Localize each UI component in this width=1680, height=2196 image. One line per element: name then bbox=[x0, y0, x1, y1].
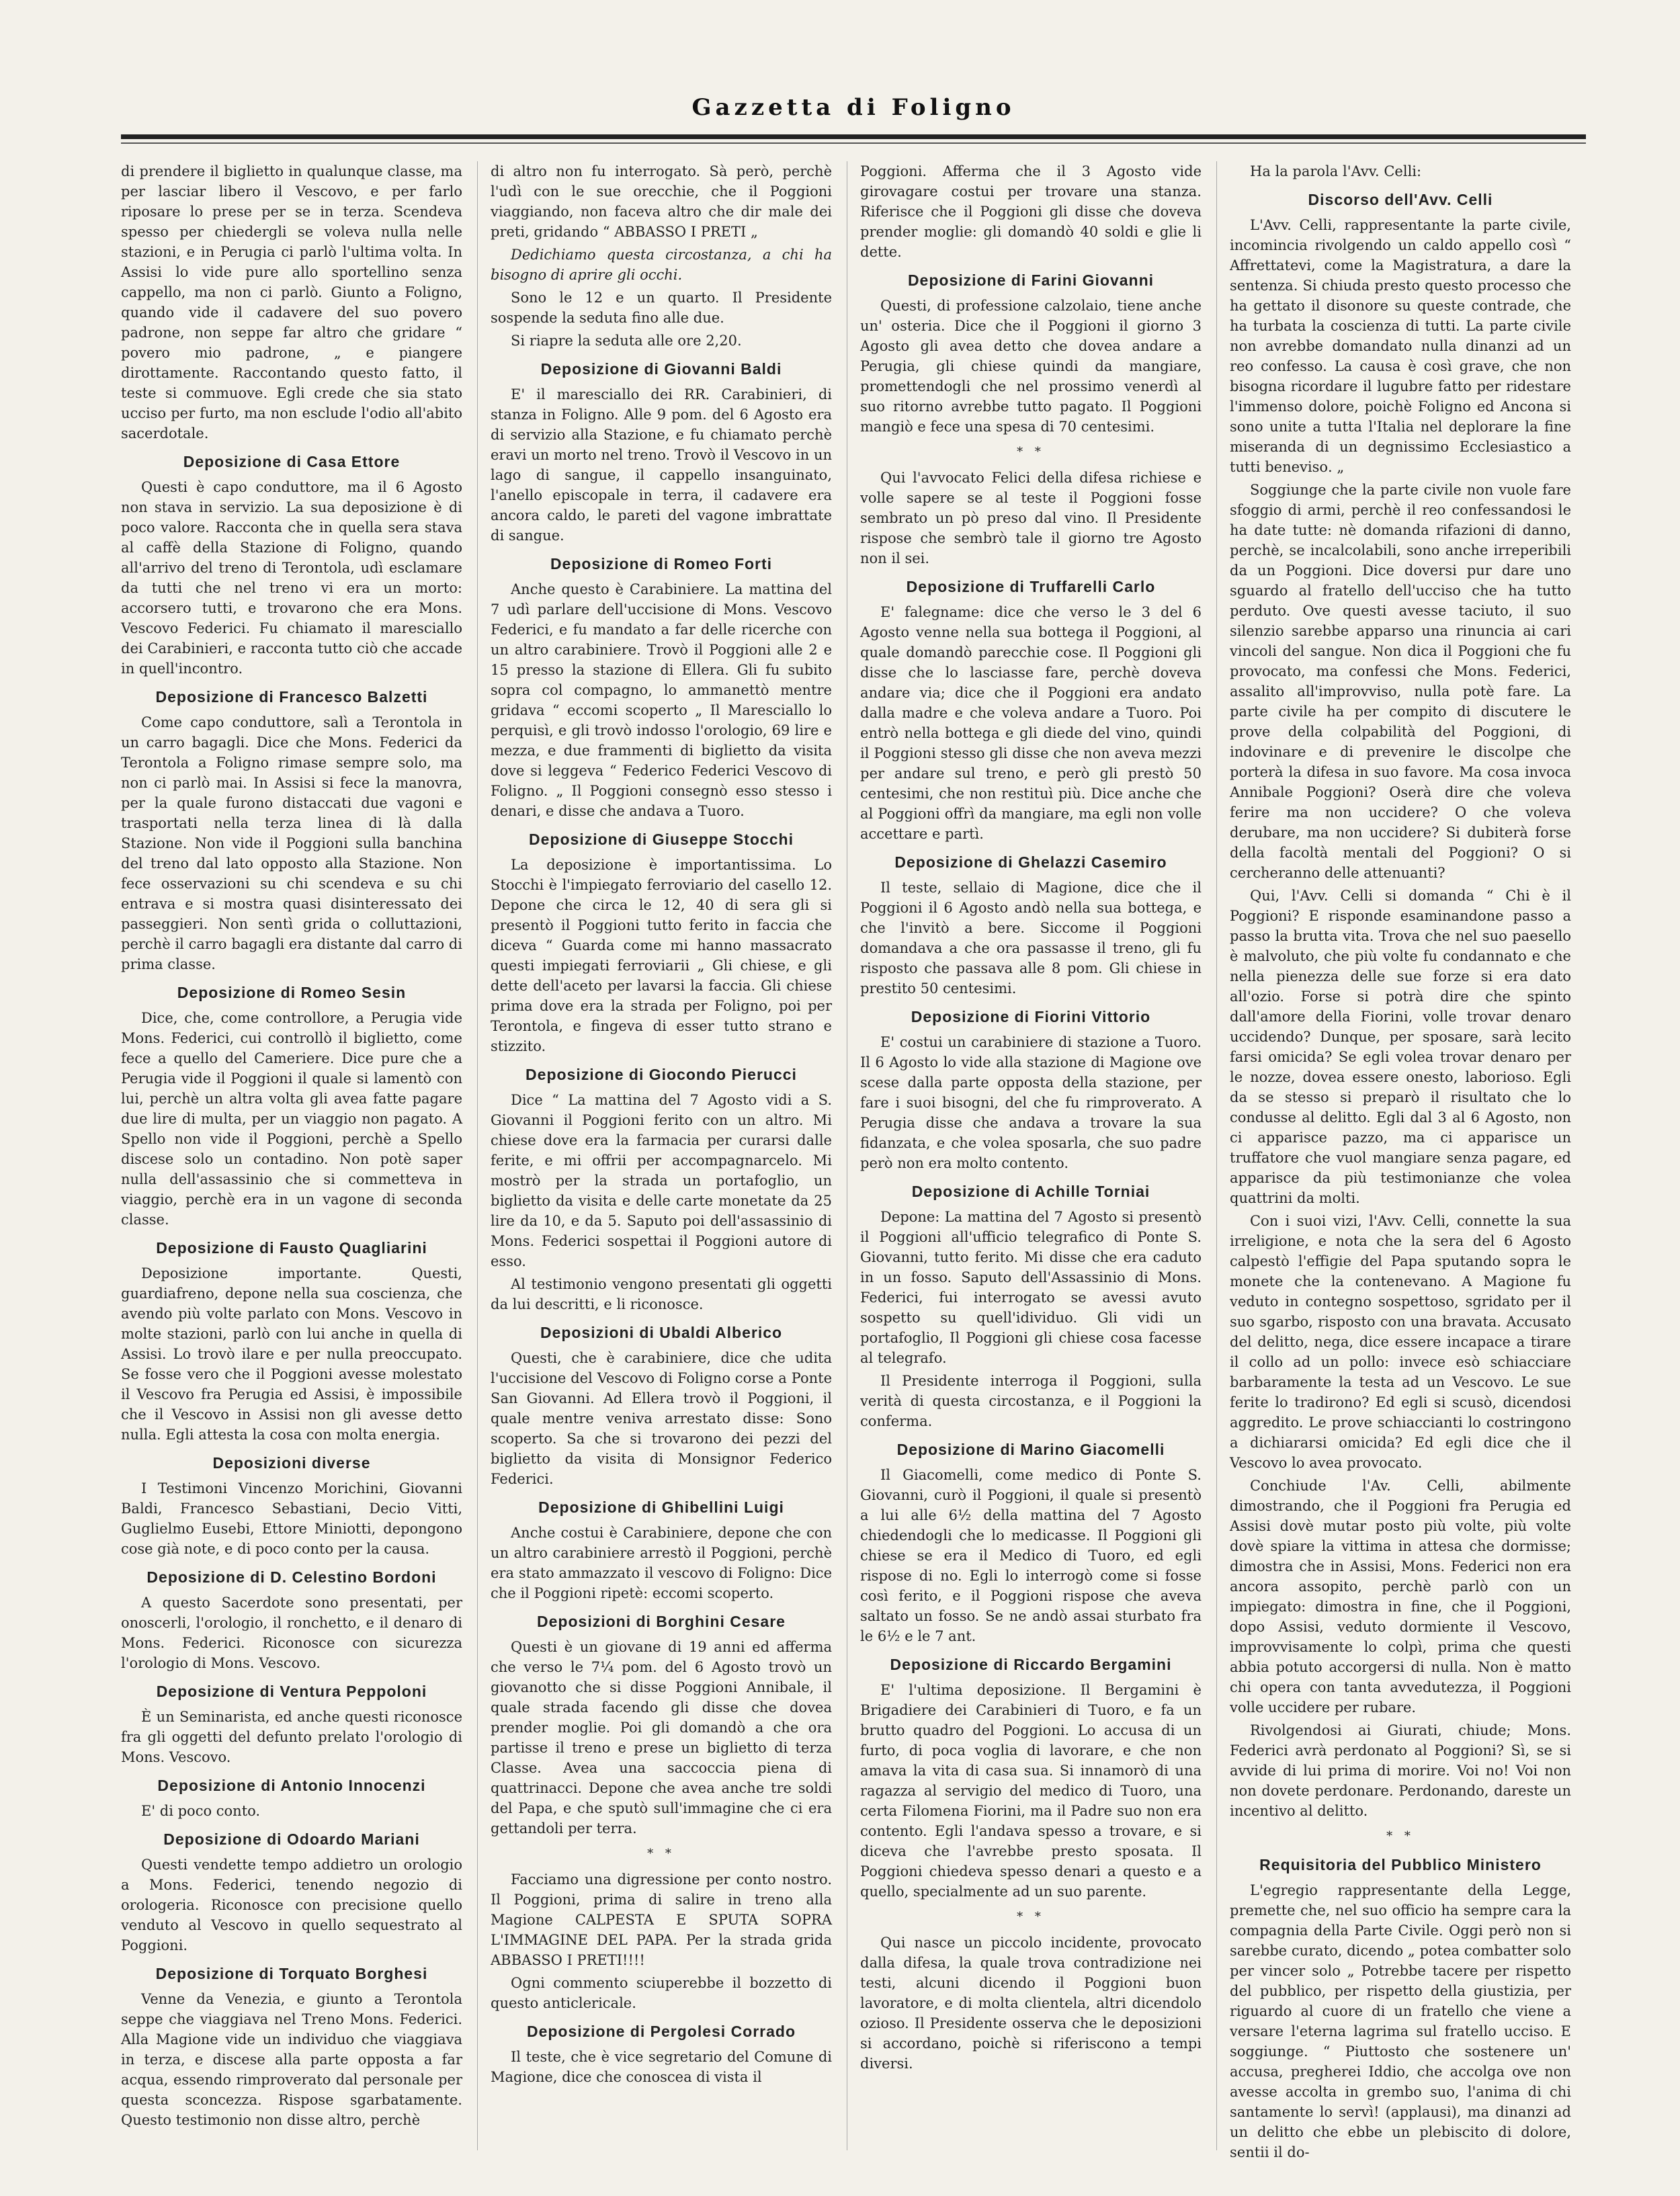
section-separator: * * bbox=[1017, 1910, 1045, 1924]
paragraph: Questi, di professione calzolaio, tiene anche un' osteria. Dice che il Poggioni il giorno 3 Agosto gli avea detto che dovea andare a Perugia, gli chiese quindi da mangiare, promettendogli che nel prossimo venerdì al suo ritorno avrebbe tutto pagato. Il Poggioni mangiò e fece una spesa di 70 centesimi. bbox=[860, 298, 1202, 435]
column-divider bbox=[1216, 161, 1217, 2150]
paragraph: Il Presidente interroga il Poggioni, sulla verità di questa circostanza, e il Poggioni la conferma. bbox=[860, 1373, 1202, 1429]
section-heading: Deposizione di Pergolesi Corrado bbox=[526, 2023, 796, 2040]
paragraph: La deposizione è importantissima. Lo Stocchi è l'impiegato ferroviario del casello 12. Depone che circa le 12, 40 di sera gli si presentò il Poggioni tutto ferito in faccia che diceva “ Guarda come mi hanno massacrato questi impiegati ferroviarii „ Gli chiese, e gli dette dell'aceto per lavarsi la faccia. Gli chiese prima dove era la strada per Foligno, poi per Terontola, e fingeva di esser tutto strano e stizzito. bbox=[491, 857, 832, 1054]
section-heading: Deposizioni di Borghini Cesare bbox=[537, 1613, 786, 1630]
paragraph: Al testimonio vengono presentati gli oggetti da lui descritti, e li riconosce. bbox=[491, 1276, 832, 1312]
section-heading: Deposizione di Fiorini Vittorio bbox=[911, 1008, 1151, 1025]
section-heading: Deposizione di Truffarelli Carlo bbox=[906, 578, 1156, 595]
paragraph: Qui, l'Avv. Celli si domanda “ Chi è il Poggioni? E risponde esaminandone passo a passo la brutta vita. Trova che nel suo paesello è malvoluto, che più volte fu condannato e che nella pienezza delle sue forze si era dato all'ozio. Forse si potrà dire che spinto dall'amore della Fiorini, volle trovar denaro uccidendo? Dunque, per sposare, sarà lecito farsi omicida? Se egli volea trovar denaro per le nozze, dovea essere onesto, laborioso. Egli da se stesso si preparò il risultato che lo condusse al delitto. Egli dal 3 al 6 Agosto, non ci apparisce pazzo, ma ci apparisce un truffatore che vuol mangiare senza pagare, ed apparisce da più testimonianze che volea quattrini da molti. bbox=[1230, 888, 1571, 1206]
paragraph: E' costui un carabiniere di stazione a Tuoro. Il 6 Agosto lo vide alla stazione di Magione ove scese dalla parte opposta della stazione, per fare i suoi bisogni, del che fu rimproverato. A Perugia disse che andava a trovare la sua fidanzata, e che volea sposarla, che suo padre però non era molto contento. bbox=[860, 1034, 1202, 1171]
section-separator: * * bbox=[1017, 445, 1045, 459]
section-heading: Discorso dell'Avv. Celli bbox=[1308, 191, 1493, 208]
paragraph: Dice, che, come controllore, a Perugia vide Mons. Federici, cui controllò il biglietto, come fece a quello del Cameriere. Dice pure che a Perugia vide il Poggioni il quale si lamentò con lui, perchè un altra volta gli avea fatte pagare due lire di multa, per un viaggio non pagato. A Spello non vide il Poggioni, perchè a Spello discese solo un contadino. Non potè saper nulla dell'assassinio che si commetteva in viaggio, perchè era in un vagone di seconda classe. bbox=[121, 1010, 462, 1228]
column-3 bbox=[860, 161, 1202, 2150]
paragraph: L'egregio rappresentante della Legge, premette che, nel suo officio ha sempre cara la compagnia della Parte Civile. Oggi però non si sarebbe curato, dicendo „ potea combatter solo per vincer solo „ Potrebbe tacere per rispetto del pubblico, per rispetto della giustizia, per riguardo al cuore di un fratello che viene a versare l'eterna lagrima sul fratello ucciso. E soggiunge. “ Piuttosto che sostenere un' accusa, pregherei Iddio, che accolga ove non avesse accolta in grembo suo, l'anima di chi santamente lo servì! (applausi), ma dinanzi ad un delitto che ebbe un plebiscito di dolore, sentii il do- bbox=[1230, 1882, 1571, 2160]
paragraph: Soggiunge che la parte civile non vuole fare sfoggio di armi, perchè il reo confessandosi le ha date tutte: nè domanda rifazioni di danno, perchè, se incalcolabili, sono anche irreperibili da un Poggioni. Dice doversi pur dare uno sguardo al fratello dell'ucciso che ha tutto perduto. Ove questi avesse taciuto, il suo silenzio sarebbe apparso una rinuncia ai cari vincoli del sangue. Non dica il Poggioni che fu provocato, ma confessi che Mons. Federici, assalito all'improvviso, nulla potè fare. La parte civile ha per compito di discutere le prove della colpabilità del Poggioni, di indovinare e di prevenire le discolpe che porterà la difesa in suo favore. Ma cosa invoca Annibale Poggioni? Oserà dire che voleva ferire ma non uccidere? O che voleva derubare, ma non uccidere? Si dubiterà forse della facoltà mentali del Poggioni? O si cercheranno delle attenuanti? bbox=[1230, 482, 1571, 881]
paragraph: Come capo conduttore, salì a Terontola in un carro bagagli. Dice che Mons. Federici da Terontola a Foligno rimase sempre solo, ma non ci parlò mai. In Assisi si fece la manovra, per la quale furono distaccati due vagoni e trasportati nella terza linea di là dalla Stazione. Non vide il Poggioni sulla banchina del treno dal lato opposto alla Stazione. Non fece osservazioni su chi scendeva e su chi entrava e si mostra quasi disinteressato dei passeggieri. Non sentì grida o colluttazioni, perchè il carro bagagli era distante dal carro di prima classe. bbox=[121, 714, 462, 972]
section-heading: Deposizioni di Ubaldi Alberico bbox=[540, 1324, 783, 1341]
section-heading: Deposizione di Ventura Peppoloni bbox=[156, 1683, 427, 1700]
paragraph: Il teste, che è vice segretario del Comune di Magione, dice che conoscea di vista il bbox=[491, 2049, 832, 2085]
paragraph: Depone: La mattina del 7 Agosto si presentò il Poggioni all'ufficio telegrafico di Ponte S. Giovanni, tutto ferito. Mi disse che era caduto in un fosso. Saputo dell'Assassinio di Mons. Federici, fui interrogato se avessi avuto sospetto su quell'idividuo. Gli vidi un portafoglio, Il Poggioni gli chiese cosa facesse al telegrafo. bbox=[860, 1209, 1202, 1366]
paragraph: Ogni commento sciuperebbe il bozzetto di questo anticlericale. bbox=[491, 1975, 832, 2011]
paragraph: A questo Sacerdote sono presentati, per onoscerli, l'orologio, il ronchetto, e il denaro di Mons. Federici. Riconosce con sicurezza l'orologio di Mons. Vescovo. bbox=[121, 1595, 462, 1671]
section-separator: * * bbox=[647, 1847, 675, 1861]
section-heading: Deposizione di Antonio Innocenzi bbox=[157, 1777, 426, 1794]
column-4 bbox=[1230, 161, 1571, 2160]
paragraph: Deposizione importante. Questi, guardiafreno, depone nella sua coscienza, che avendo più volte parlato con Mons. Vescovo in molte stazioni, parlò con lui anche in quella di Assisi. Lo trovò ilare e per nulla preoccupato. Se fosse vero che il Poggioni avesse molestato il Vescovo fra Perugia ed Assisi, è impossibile che il Vescovo in Assisi non gli avesse detto nulla. Egli attesta la cosa con molta energia. bbox=[121, 1265, 462, 1443]
paragraph: di altro non fu interrogato. Sà però, perchè l'udì con le sue orecchie, che il Poggioni viaggiando, non faceva altro che dir male dei preti, gridando “ ABBASSO I PRETI „ bbox=[491, 163, 832, 240]
paragraph: Ha la parola l'Avv. Celli: bbox=[1250, 163, 1422, 179]
section-heading: Deposizione di Achille Torniai bbox=[911, 1183, 1150, 1200]
paragraph: di prendere il biglietto in qualunque classe, ma per lasciar libero il Vescovo, e per farlo riposare lo prese per se in terza. Scendeva spesso per chiedergli se voleva nulla nelle stazioni, e in Perugia ci parlò l'ultima volta. In Assisi lo vide pure allo sportellino senza cappello, ma non ci parlò. Giunto a Foligno, quando vide il cadavere del suo povero padrone, non seppe far altro che gridare “ povero mio padrone, „ e piangere dirottamente. Raccontando questo fatto, il teste si commuove. Egli crede che sia stato ucciso per furto, ma non esclude l'odio all'abito sacerdotale. bbox=[121, 163, 462, 441]
section-heading: Deposizione di Ghelazzi Casemiro bbox=[894, 853, 1167, 871]
column-1 bbox=[121, 161, 462, 2150]
paragraph: Si riapre la seduta alle ore 2,20. bbox=[511, 333, 742, 349]
paragraph: Dice “ La mattina del 7 Agosto vidi a S. Giovanni il Poggioni ferito con un altro. Mi chiese dove era la farmacia per curarsi dalle ferite, e mi offrii per accompagnarcelo. Mi mostrò per la strada un portafoglio, un biglietto da visita e delle carte monetate da 25 lire da 10, e da 5. Saputo poi dell'assassinio di Mons. Federici sospettai il Poggioni autore di esso. bbox=[491, 1092, 832, 1269]
column-2 bbox=[491, 161, 832, 2150]
paragraph: E' il maresciallo dei RR. Carabinieri, di stanza in Foligno. Alle 9 pom. del 6 Agosto era di servizio alla Stazione, e fu chiamato perchè eravi un morto nel treno. Trovò il Vescovo in un lago di sangue, il cappello insanguinato, l'anello episcopale in terra, il cadavere era ancora caldo, le pareti del vagone imbrattate di sangue. bbox=[491, 386, 832, 544]
section-heading: Requisitoria del Pubblico Ministero bbox=[1259, 1856, 1542, 1873]
paragraph: Qui nasce un piccolo incidente, provocato dalla difesa, la quale trova contradizione nei testi, alcuni dicendo il Poggioni buon lavoratore, e di molta clientela, altri dicendolo ozioso. Il Presidente osserva che le deposizioni si accordano, poichè si riferiscono a tempi diversi. bbox=[860, 1935, 1202, 2072]
section-heading: Deposizione di Farini Giovanni bbox=[907, 271, 1154, 289]
section-heading: Deposizione di Romeo Forti bbox=[550, 555, 773, 573]
paragraph: Sono le 12 e un quarto. Il Presidente sospende la seduta fino alle due. bbox=[491, 290, 832, 326]
section-separator: * * bbox=[1386, 1829, 1415, 1843]
section-heading: Deposizione di Odoardo Mariani bbox=[163, 1830, 420, 1848]
paragraph: E' falegname: dice che verso le 3 del 6 Agosto venne nella sua bottega il Poggioni, al quale domandò parecchie cose. Il Poggioni gli disse che lo lasciasse fare, perchè doveva andare via; dice che il Poggioni era andato dalla madre e che voleva andare a Tuoro. Poi entrò nella bottega e gli diede del vino, quindi il Poggioni stesso gli disse che non aveva mezzi per andare sul treno, e però gli prestò 50 centesimi, che non restituì più. Dice anche che al Poggioni offrì da mangiare, ma egli non volle accettare e partì. bbox=[860, 604, 1202, 842]
paragraph: Rivolgendosi ai Giurati, chiude; Mons. Federici avrà perdonato al Poggioni? Sì, se si avvide di lui prima di morire. Voi no! Voi non non dovete perdonare. Perdonando, dareste un incentivo al delitto. bbox=[1230, 1722, 1571, 1819]
masthead: Gazzetta di Foligno bbox=[691, 94, 1015, 121]
paragraph: Qui l'avvocato Felici della difesa richiese e volle sapere se al teste il Poggioni fosse sembrato un pò preso dal vino. Il Presidente rispose che sembrò tale il giorno tre Agosto non il sei. bbox=[860, 470, 1202, 566]
section-heading: Deposizione di Fausto Quagliarini bbox=[156, 1239, 427, 1257]
section-heading: Deposizione di Riccardo Bergamini bbox=[890, 1656, 1172, 1673]
paragraph: Anche questo è Carabiniere. La mattina del 7 udì parlare dell'uccisione di Mons. Vescovo Federici, e fu mandato a far delle ricerche con un altro carabiniere. Trovò il Poggioni alle 2 e 15 presso la stazione di Ellera. Gli fu subito sopra col compagno, lo ammanettò mentre gridava “ eccomi scoperto „ Il Maresciallo lo perquisì, e gli trovò indosso l'orologio, 69 lire e mezza, e due frammenti di biglietto da visita dove si leggeva “ Federico Federici Vescovo di Foligno. „ Il Poggioni consegnò esso stesso i denari, e disse che andava a Tuoro. bbox=[491, 581, 832, 819]
section-heading: Deposizione di Giuseppe Stocchi bbox=[529, 831, 794, 848]
paragraph: Questi è un giovane di 19 anni ed afferma che verso le 7¼ pom. del 6 Agosto trovò un giovanotto che si disse Poggioni Annibale, il quale strada facendo gli disse che dovea prender moglie. Poi gli domandò a che ora partisse il treno e prese un biglietto di terza Classe. Avea una saccoccia piena di quattrinacci. Depone che avea anche tre soldi del Papa, e che sputò sull'immagine che ci era gettandoli per terra. bbox=[491, 1639, 832, 1836]
section-heading: Deposizione di Marino Giacomelli bbox=[896, 1441, 1165, 1458]
paragraph: Dedichiamo questa circostanza, a chi ha bisogno di aprire gli occhi. bbox=[491, 247, 832, 283]
paragraph: È un Seminarista, ed anche questi riconosce fra gli oggetti del defunto prelato l'orologio di Mons. Vescovo. bbox=[121, 1709, 462, 1765]
paragraph: I Testimoni Vincenzo Morichini, Giovanni Baldi, Francesco Sebastiani, Decio Vitti, Guglielmo Eusebi, Ettore Miniotti, depongono cose già note, e di poco conto per la causa. bbox=[121, 1480, 462, 1557]
section-heading: Deposizione di Casa Ettore bbox=[183, 453, 401, 470]
paragraph: Conchiude l'Av. Celli, abilmente dimostrando, che il Poggioni fra Perugia ed Assisi dovè mutar posto più volte, più volte dovè spiare la vittima in attesa che dormisse; dimostra che in Assisi, Mons. Federici non era ancora assopito, perchè parlò con un impiegato: dimostra in fine, che il Poggioni, dopo Assisi, veduto dormiente il Vescovo, improvvisamente lo colpì, prima che questi abbia potuto accorgersi di nulla. Non è matto chi opera con tanta avvedutezza, il Poggioni volle uccidere per rubare. bbox=[1230, 1478, 1571, 1716]
section-heading: Deposizione di D. Celestino Bordoni bbox=[146, 1568, 437, 1586]
paragraph: L'Avv. Celli, rappresentante la parte civile, incomincia rivolgendo un caldo appello così “ Affrettatevi, come la Magistratura, a dare la sentenza. Si chiuda presto questo processo che ha gettato il disonore su queste contrade, che ha turbata la coscienza di tutti. La parte civile non avrebbe domandato nulla dinanzi ad un reo confesso. La causa è così grave, che non bisogna ricordare il lugubre fatto per ridestare l'immenso dolore, poichè Foligno ed Ancona si sono unite a tutta l'Italia nel deplorare la fine miseranda di un degnissimo Ecclesiastico a tutti benevisо. „ bbox=[1230, 217, 1571, 475]
section-heading: Deposizione di Ghibellini Luigi bbox=[538, 1498, 784, 1516]
paragraph: Il teste, sellaio di Magione, dice che il Poggioni il 6 Agosto andò nella sua bottega, e che l'invitò a bere. Siccome il Poggioni domandava a che ora passasse il treno, gli fu risposto che passava alle 8 pom. Gli chiese in prestito 50 centesimi. bbox=[860, 880, 1202, 997]
column-divider bbox=[477, 161, 478, 2150]
section-heading: Deposizione di Francesco Balzetti bbox=[155, 688, 428, 706]
section-heading: Deposizione di Romeo Sesin bbox=[177, 984, 407, 1001]
paragraph: Venne da Venezia, e giunto a Terontola seppe che viaggiava nel Treno Mons. Federici. Alla Magione vide un individuo che viaggiava in terza, e discese alla parte opposta a far acqua, essendo rimproverato dal personale per questa sconcezza. Rispose sgarbatamente. Questo testimonio non disse altro, perchè bbox=[121, 1991, 462, 2128]
paragraph: Con i suoi vizi, l'Avv. Celli, connette la sua irreligione, e nota che la sera del 6 Agosto calpestò l'effigie del Papa sputando sopra le monete che la contenevano. A Magione fu veduto in contegno sospettoso, sgridato per il suo sgarbo, risposto con una bravata. Accusato del delitto, nega, dice essere incapace a tirare il collo ad un pollo: invece esò schiacciare barbaramente la testa ad un Vescovo. Le sue ferite lo tradirono? Ed egli si scusò, dicendosi aggredito. Le prove schiaccianti lo costringono a dichiararsi omicida? Ed egli dice che il Vescovo lo avea provocato. bbox=[1230, 1213, 1571, 1471]
section-heading: Deposizione di Giocondo Pierucci bbox=[526, 1066, 797, 1083]
paragraph: Il Giacomelli, come medico di Ponte S. Giovanni, curò il Poggioni, il quale si presentò a lui alle 6½ della mattina del 7 Agosto chiedendogli che lo medicasse. Il Poggioni gli chiese se era il Medico di Tuoro, ed egli rispose di no. Egli lo interrogò come si fosse così ferito, e il Poggioni rispose che aveva saltato un fosso. Se ne andò assai sturbato fra le 6½ e le 7 ant. bbox=[860, 1467, 1202, 1644]
paragraph: Questi è capo conduttore, ma il 6 Agosto non stava in servizio. La sua deposizione è di poco valore. Racconta che in quella sera stava al caffè della Stazione di Foligno, quando all'arrivo del treno di Terontola, udì esclamare da tutti che nel treno vi era un morto: accorsero tutti, e trovarono che era Mons. Vescovo Federici. Fu chiamato il maresciallo dei Carabinieri, e racconta tutto ciò che accade in quell'incontro. bbox=[121, 479, 462, 677]
paragraph: Facciamo una digressione per conto nostro. Il Poggioni, prima di salire in treno alla Magione CALPESTA E SPUTA SOPRA L'IMMAGINE DEL PAPA. Per la strada grida ABBASSO I PRETI!!!! bbox=[491, 1871, 832, 1968]
section-heading: Deposizioni diverse bbox=[212, 1454, 371, 1472]
section-heading: Deposizione di Giovanni Baldi bbox=[540, 360, 782, 378]
masthead-rule-thin bbox=[121, 142, 1586, 144]
paragraph: Poggioni. Afferma che il 3 Agosto vide girovagare costui per trovare una stanza. Riferisce che il Poggioni gli disse che doveva prender moglie: gli domandò 40 soldi e glie li dette. bbox=[860, 163, 1202, 260]
paragraph: Questi, che è carabiniere, dice che udita l'uccisione del Vescovo di Foligno corse a Ponte San Giovanni. Ad Ellera trovò il Poggioni, il quale mentre veniva arrestato disse: Sono scoperto. Sa che si trovarono dei pezzi del biglietto da visita di Monsignor Federico Federici. bbox=[491, 1350, 832, 1487]
paragraph: Anche costui è Carabiniere, depone che con un altro carabiniere arrestò il Poggioni, perchè era stato ammazzato il vescovo di Foligno: Dice che il Poggioni ripetè: eccomi scoperto. bbox=[491, 1525, 832, 1601]
paragraph: E' l'ultima deposizione. Il Bergamini è Brigadiere dei Carabinieri di Tuoro, e fa un brutto quadro del Poggioni. Lo accusa di un furto, di poca voglia di lavorare, e che non amava la vita di casa sua. Si innamorò di una ragazza al servigio del medico di Tuoro, una certa Filomena Fiorini, ma il Padre suo non era contento. Egli l'andava spesso a trovare, e si diceva che l'avrebbe presto sposata. Il Poggioni chiedeva spesso denari a questo e a quello, specialmente ad un suo parente. bbox=[860, 1682, 1202, 1900]
section-heading: Deposizione di Torquato Borghesi bbox=[155, 1965, 428, 1982]
paragraph: E' di poco conto. bbox=[141, 1803, 261, 1819]
paragraph: Questi vendette tempo addietro un orologio a Mons. Federici, tenendo negozio di orologeria. Riconosce con precisione quello venduto al Vescovo in quello sequestrato al Poggioni. bbox=[121, 1857, 462, 1953]
masthead-rule bbox=[121, 134, 1586, 139]
